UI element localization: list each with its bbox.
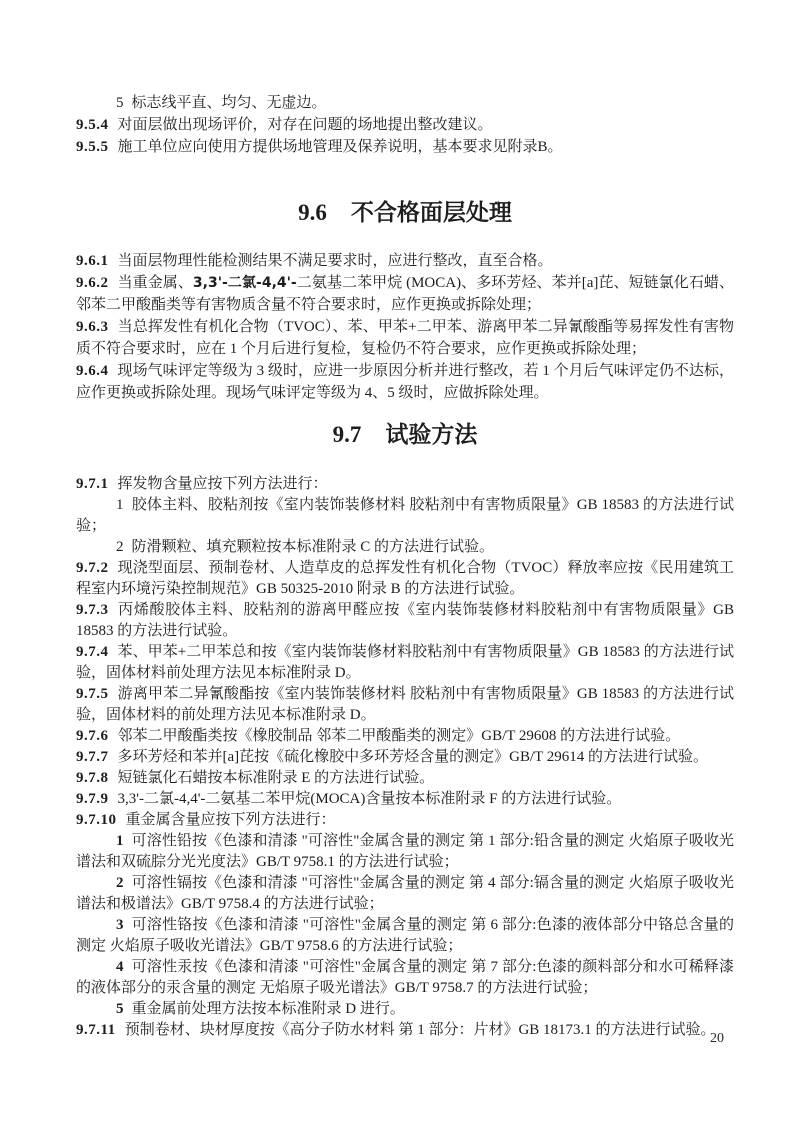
clause-number: 9.7.6 [76,728,109,744]
clause-text: 施工单位应向使用方提供场地管理及保养说明，基本要求见附录B。 [117,139,563,155]
clause-9-7-6 [76,726,734,747]
list-item-text: 可溶性铬按《色漆和清漆 "可溶性"金属含量的测定 第 6 部分:色漆的液体部分中铬总含量的测定 火焰原子吸收光谱法》GB/T 9758.6 的方法进行试验； [76,917,734,954]
clause-9-7-8 [76,768,734,789]
clause-text: 3,3'-二氯-4,4'-二氨基二苯甲烷(MOCA)含量按本标准附录 F 的方法进行试验。 [117,791,622,807]
clause-9-5-5 [76,136,734,158]
list-item-text: 标志线平直、均匀、无虚边。 [131,95,327,111]
clause-number: 9.7.4 [76,644,109,660]
list-item-9-7-10-2 [76,873,734,915]
clause-text: 对面层做出现场评价，对存在问题的场地提出整改建议。 [117,117,493,133]
list-item-number: 5 [116,95,124,111]
clause-9-6-4 [76,360,734,404]
clause-9-5-4 [76,114,734,136]
list-item-number: 1 [116,497,124,513]
clause-9-6-1 [76,250,734,272]
clause-number: 9.7.9 [76,791,109,807]
clause-number: 9.7.3 [76,602,109,618]
clause-number: 9.7.5 [76,686,109,702]
clause-number: 9.7.2 [76,560,109,576]
list-item-9-7-1-1 [76,495,734,537]
clause-9-6-2 [76,272,734,316]
list-item-9-5-3-5 [76,92,734,114]
list-item-9-7-10-3 [76,915,734,957]
list-item-number: 5 [116,1001,124,1017]
list-item-number: 2 [116,875,124,891]
list-item-9-7-10-5 [76,999,734,1020]
list-item-9-7-1-2 [76,537,734,558]
clause-number: 9.6.4 [76,363,109,379]
clause-text: 现场气味评定等级为 3 级时，应进一步原因分析并进行整改，若 1 个月后气味评定仍不达标，应作更换或拆除处理。现场气味评定等级为 4、5 级时，应做拆除处理。 [76,363,734,401]
clause-number: 9.7.1 [76,476,109,492]
clause-number: 9.6.3 [76,319,109,335]
clause-9-7-7 [76,747,734,768]
clause-text: 苯、甲苯+二甲苯总和按《室内装饰装修材料胶粘剂中有害物质限量》GB 18583 的方法进行试验，固体材料前处理方法见本标准附录 D。 [76,644,734,681]
list-item-text: 胶体主料、胶粘剂按《室内装饰装修材料 胶粘剂中有害物质限量》GB 18583 的方法进行试验； [76,497,734,534]
clause-text: 游离甲苯二异氰酸酯按《室内装饰装修材料 胶粘剂中有害物质限量》GB 18583 的方法进行试验，固体材料的前处理方法见本标准附录 D。 [76,686,734,723]
clause-9-7-2 [76,558,734,600]
page-number: 20 [710,1031,724,1046]
section-title: 试验方法 [385,422,478,447]
section-number: 9.7 [332,422,362,447]
clause-number: 9.5.4 [76,117,109,133]
list-item-number: 4 [116,959,124,975]
section-number: 9.6 [298,200,327,225]
list-item-text: 可溶性汞按《色漆和清漆 "可溶性"金属含量的测定 第 7 部分:色漆的颜料部分和水可稀释漆的液体部分的汞含量的测定 无焰原子吸光谱法》GB/T 9758.7 的方法进行试验； [76,959,734,996]
clause-number: 9.7.10 [76,812,117,828]
list-item-9-7-10-1 [76,831,734,873]
clause-9-7-5 [76,684,734,726]
clause-text: 挥发物含量应按下列方法进行： [117,476,328,492]
clause-number: 9.5.5 [76,139,109,155]
list-item-9-7-10-4 [76,957,734,999]
clause-9-7-4 [76,642,734,684]
clause-9-7-10 [76,810,734,831]
clause-text: 邻苯二甲酸酯类按《橡胶制品 邻苯二甲酸酯类的测定》GB/T 29608 的方法进行试验。 [117,728,681,744]
list-item-number: 2 [116,539,124,555]
clause-text: 重金属含量应按下列方法进行： [125,812,336,828]
list-item-text: 可溶性铅按《色漆和清漆 "可溶性"金属含量的测定 第 1 部分:铅含量的测定 火焰原子吸收光谱法和双硫腙分光光度法》GB/T 9758.1 的方法进行试验； [76,833,734,870]
clause-text: 多环芳烃和苯并[a]芘按《硫化橡胶中多环芳烃含量的测定》GB/T 29614 的方法进行试验。 [117,749,709,765]
section-heading-9-6 [76,200,734,226]
clause-text: 现浇型面层、预制卷材、人造草皮的总挥发性有机化合物（TVOC）释放率应按《民用建筑工程室内环境污染控制规范》GB 50325-2010 附录 B 的方法进行试验。 [76,560,734,597]
clause-number: 9.7.7 [76,749,109,765]
section-heading-9-7 [76,422,734,448]
clause-text: 当重金属、 [117,275,193,291]
list-item-text: 防滑颗粒、填充颗粒按本标准附录 C 的方法进行试验。 [131,539,495,555]
clause-text: 当总挥发性有机化合物（TVOC）、苯、甲苯+二甲苯、游离甲苯二异氰酸酯等易挥发性有害物质不符合要求时，应在 1 个月后进行复检，复检仍不符合要求，应作更换或拆除处理； [76,319,734,357]
clause-number: 9.7.8 [76,770,109,786]
list-item-number: 1 [116,833,124,849]
list-item-text: 可溶性镉按《色漆和清漆 "可溶性"金属含量的测定 第 4 部分:镉含量的测定 火焰原子吸收光谱法和极谱法》GB/T 9758.4 的方法进行试验； [76,875,734,912]
clause-text: 丙烯酸胶体主料、胶粘剂的游离甲醛应按《室内装饰装修材料胶粘剂中有害物质限量》GB 18583 的方法进行试验。 [76,602,734,639]
list-item-number: 3 [116,917,124,933]
clause-9-7-3 [76,600,734,642]
chemical-name: 3,3'-二氯-4,4'- [192,275,297,291]
list-item-text: 重金属前处理方法按本标准附录 D 进行。 [131,1001,405,1017]
section-9-6-body [76,250,734,404]
clause-number: 9.7.11 [76,1022,116,1038]
clause-number: 9.6.1 [76,253,109,269]
clause-number: 9.6.2 [76,275,109,291]
clause-text: 二氨基二苯甲烷 (MOCA)、多环芳烃、苯并[a]芘、短链氯化石蜡、邻苯二甲酸酯类等有害物质含量不符合要求时，应作更换或拆除处理； [76,275,734,313]
clause-9-7-9 [76,789,734,810]
clause-9-6-3 [76,316,734,360]
section-title: 不合格面层处理 [350,200,512,225]
section-9-7-body [76,474,734,1041]
clause-text: 短链氯化石蜡按本标准附录 E 的方法进行试验。 [117,770,435,786]
clause-text: 当面层物理性能检测结果不满足要求时，应进行整改，直至合格。 [117,253,553,269]
clause-9-7-11 [76,1020,734,1041]
clause-9-7-1 [76,474,734,495]
clause-text: 预制卷材、块材厚度按《高分子防水材料 第 1 部分：片材》GB 18173.1 的方法进行试验。 [124,1022,716,1038]
